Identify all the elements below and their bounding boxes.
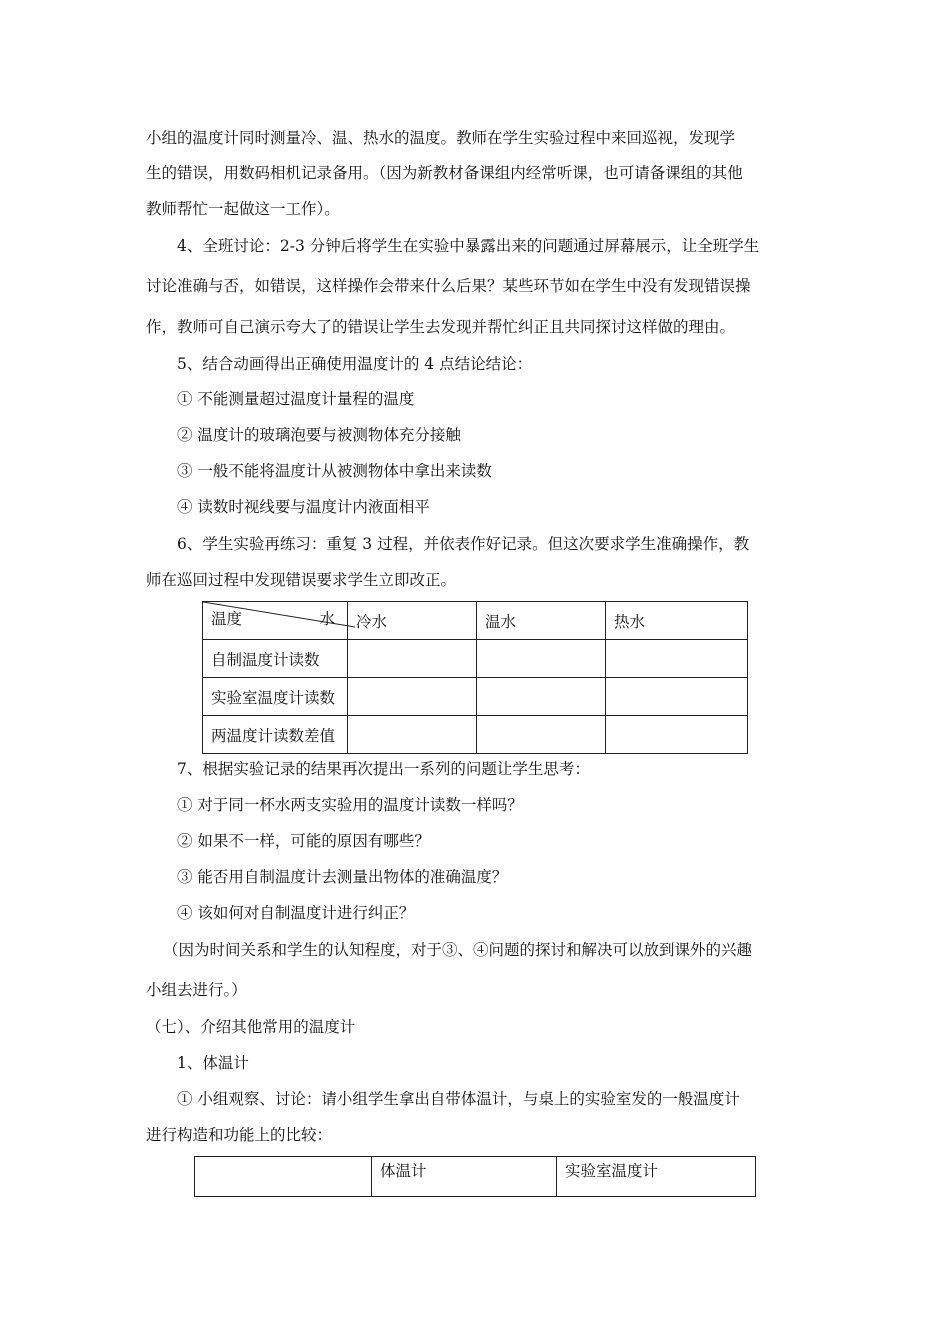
- column-header: 热水: [606, 602, 748, 640]
- text-line: 生的错误，用数码相机记录备用。（因为新教材备课组内经常听课，也可请备课组的其他: [146, 164, 743, 182]
- list-item: ④ 该如何对自制温度计进行纠正？: [177, 904, 415, 922]
- column-header: [195, 1157, 372, 1197]
- table-cell: [348, 640, 477, 678]
- list-item: ③ 一般不能将温度计从被测物体中拿出来读数: [177, 462, 492, 480]
- diagonal-header-cell: [203, 602, 348, 640]
- row-header: 自制温度计读数: [203, 640, 348, 678]
- text-line: 5、结合动画得出正确使用温度计的 4 点结论结论：: [177, 355, 533, 373]
- table-row: [203, 640, 748, 678]
- subsection-heading: 1、体温计: [177, 1054, 249, 1072]
- comparison-table: [194, 1156, 756, 1197]
- table-cell: [477, 716, 606, 754]
- text-line: 教师帮忙一起做这一工作）。: [146, 200, 340, 218]
- column-header: 冷水: [348, 602, 477, 640]
- table-row: [203, 716, 748, 754]
- text-line: 7、根据实验记录的结果再次提出一系列的问题让学生思考：: [177, 760, 590, 778]
- column-header: 实验室温度计: [557, 1157, 756, 1197]
- text-line: ① 小组观察、讨论：请小组学生拿出自带体温计，与桌上的实验室发的一般温度计: [177, 1090, 740, 1108]
- text-line: 师在巡回过程中发现错误要求学生立即改正。: [146, 571, 457, 589]
- text-line: 进行构造和功能上的比较：: [146, 1126, 333, 1144]
- text-line: 作，教师可自己演示夸大了的错误让学生去发现并帮忙纠正且共同探讨这样做的理由。: [146, 318, 736, 336]
- column-header: 体温计: [372, 1157, 557, 1197]
- list-item: ③ 能否用自制温度计去测量出物体的准确温度？: [177, 868, 508, 886]
- text-line: 小组去进行。）: [146, 981, 247, 999]
- list-item: ② 温度计的玻璃泡要与被测物体充分接触: [177, 426, 461, 444]
- text-line: 4、全班讨论：2-3 分钟后将学生在实验中暴露出来的问题通过屏幕展示，让全班学生: [177, 237, 760, 255]
- list-item: ① 对于同一杯水两支实验用的温度计读数一样吗？: [177, 796, 523, 814]
- table-cell: [477, 678, 606, 716]
- table-cell: [348, 678, 477, 716]
- column-header: 温水: [477, 602, 606, 640]
- table-cell: [606, 678, 748, 716]
- table-cell: [348, 716, 477, 754]
- list-item: ④ 读数时视线要与温度计内液面相平: [177, 498, 430, 516]
- text-line: 讨论准确与否，如错误，这样操作会带来什么后果？某些环节如在学生中没有发现错误操: [146, 277, 751, 295]
- text-line: 6、学生实验再练习：重复 3 过程，并依表作好记录。但这次要求学生准确操作，教: [177, 535, 750, 553]
- table-cell: [606, 716, 748, 754]
- text-line: （因为时间关系和学生的认知程度，对于③、④问题的探讨和解决可以放到课外的兴趣: [163, 941, 753, 959]
- corner-label-right: 水: [319, 610, 335, 628]
- table-row: [203, 678, 748, 716]
- corner-label-left: 温度: [211, 610, 243, 628]
- text-line: 小组的温度计同时测量冷、温、热水的温度。教师在学生实验过程中来回巡视，发现学: [146, 129, 736, 147]
- table-row: [195, 1157, 756, 1197]
- readings-table: [202, 601, 748, 754]
- table-cell: [606, 640, 748, 678]
- row-header: 实验室温度计读数: [203, 678, 348, 716]
- list-item: ② 如果不一样，可能的原因有哪些？: [177, 832, 430, 850]
- section-heading: （七）、介绍其他常用的温度计: [146, 1018, 356, 1036]
- row-header: 两温度计读数差值: [203, 716, 348, 754]
- table-cell: [477, 640, 606, 678]
- list-item: ① 不能测量超过温度计量程的温度: [177, 390, 415, 408]
- table-row: [203, 602, 748, 640]
